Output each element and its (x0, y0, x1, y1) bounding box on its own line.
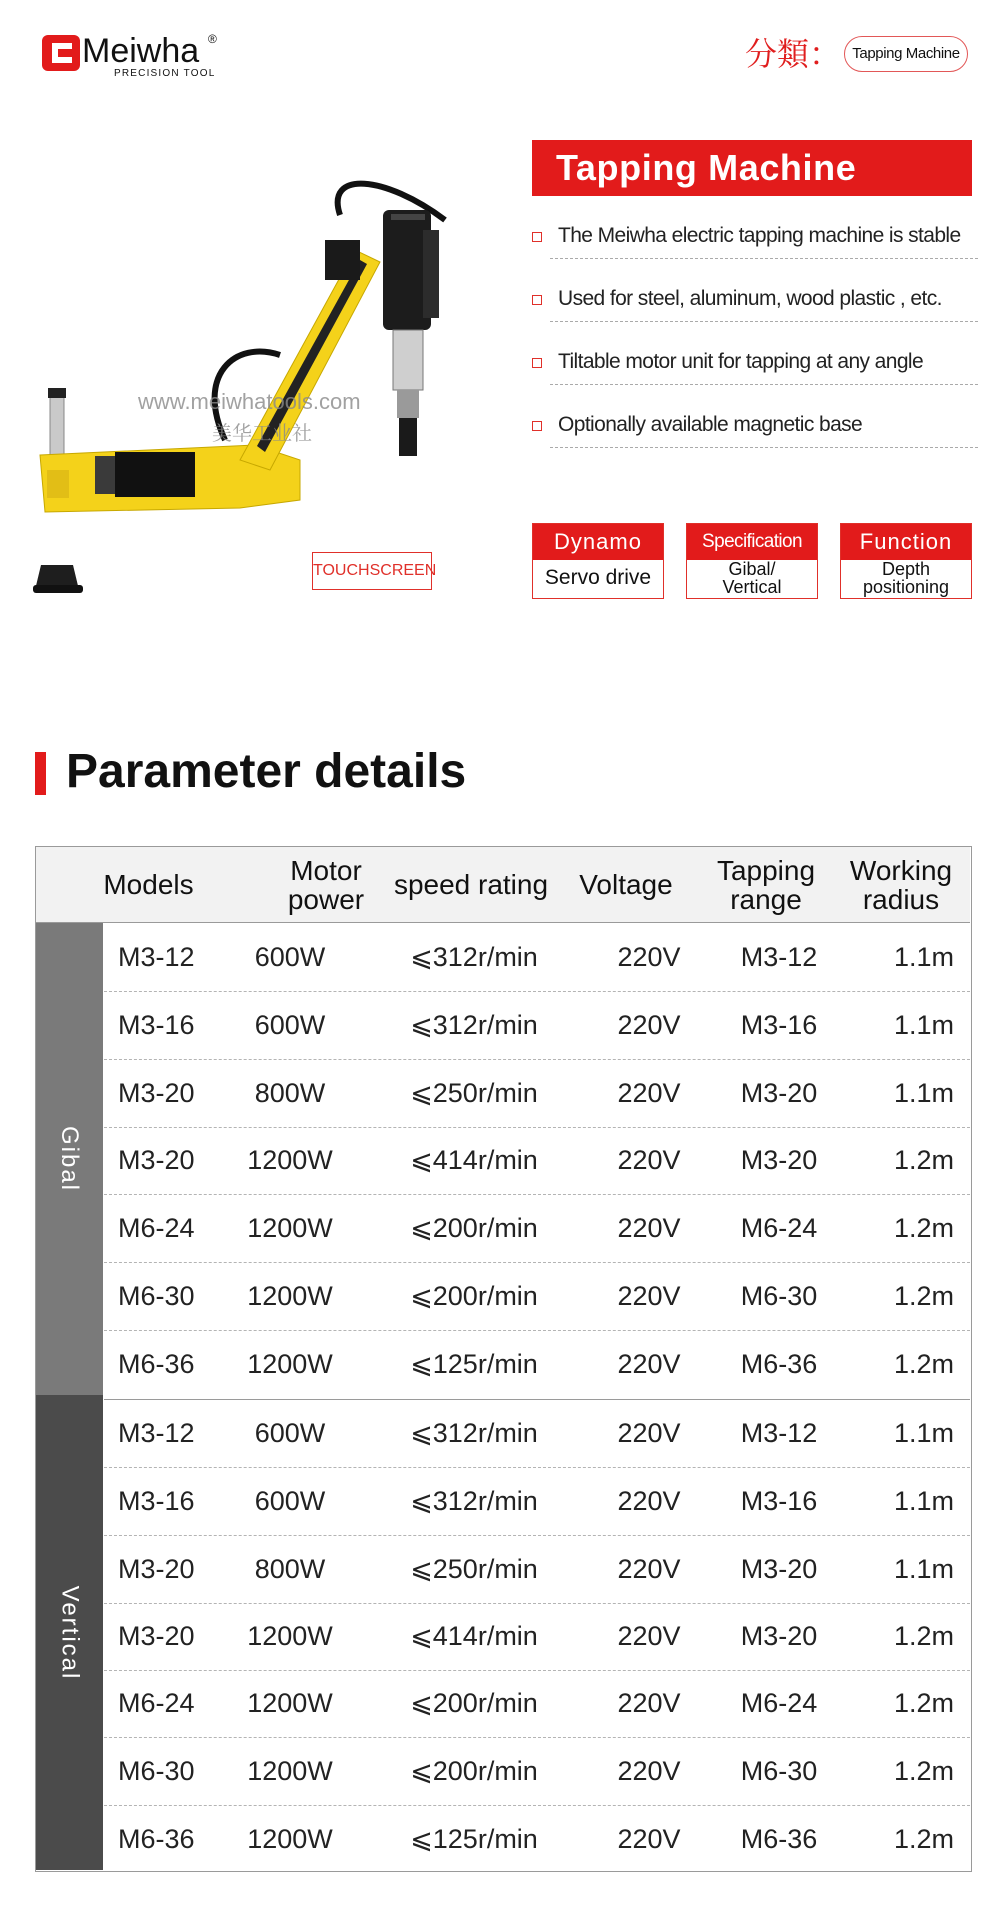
spec-card-function (840, 523, 972, 599)
divider (550, 321, 978, 322)
table-row (104, 991, 970, 1060)
voltage-cell: 220V (617, 1145, 681, 1175)
working-radius-cell: 1.1m (893, 1009, 955, 1040)
motor-power-cell: 1200W (247, 1621, 333, 1651)
working-radius-cell: 1.1m (893, 1485, 955, 1516)
brand-logo (42, 32, 227, 78)
tapping-machine-image (25, 170, 515, 600)
model-cell: M6-36 (118, 1349, 195, 1379)
tapping-range-cell: M3-20 (740, 1077, 818, 1108)
table-row (104, 1603, 970, 1671)
table-row (104, 1330, 970, 1400)
tapping-range-cell: M3-12 (740, 1417, 818, 1448)
voltage-cell: 220V (617, 1485, 681, 1516)
brand-name: Meiwha (82, 32, 200, 70)
checkbox-bullet-icon (532, 232, 542, 242)
spec-value: Servo drive (544, 566, 652, 589)
working-radius-cell: 1.2m (893, 1212, 955, 1243)
voltage-cell: 220V (617, 1824, 681, 1854)
table-row (104, 1805, 970, 1874)
category-label: 分類： (745, 36, 842, 72)
motor-power-cell: 800W (254, 1553, 326, 1584)
voltage-cell: 220V (617, 941, 681, 972)
voltage-cell: 220V (617, 1621, 681, 1651)
touchscreen-badge: TOUCHSCREEN (312, 552, 432, 590)
feature-text: The Meiwha electric tapping machine is stable (558, 224, 961, 247)
working-radius-cell: 1.2m (893, 1621, 955, 1651)
column-header-motor-power: Motor power (287, 854, 365, 915)
motor-power-cell: 600W (254, 1485, 326, 1516)
group-label-gibal (36, 923, 103, 1395)
voltage-cell: 220V (617, 1553, 681, 1584)
model-cell: M3-16 (118, 1009, 195, 1040)
feature-item (532, 399, 982, 462)
working-radius-cell: 1.2m (893, 1824, 955, 1854)
table-row (104, 1467, 970, 1536)
divider (550, 384, 978, 385)
spec-value: Gibal/ Vertical (722, 559, 782, 597)
checkbox-bullet-icon (532, 421, 542, 431)
tapping-range-cell: M6-30 (740, 1755, 818, 1786)
tapping-range-cell: M3-16 (740, 1485, 818, 1516)
feature-text: Used for steel, aluminum, wood plastic , etc. (558, 287, 942, 310)
divider (550, 258, 978, 259)
column-header-tapping-range: Tapping range (716, 854, 816, 915)
motor-power-cell: 600W (254, 941, 326, 972)
tapping-range-cell: M3-20 (740, 1145, 818, 1175)
speed-rating-cell: ⩽200r/min (410, 1755, 538, 1786)
spec-card-specification (686, 523, 818, 599)
tapping-range-cell: M6-24 (740, 1212, 818, 1243)
voltage-cell: 220V (617, 1755, 681, 1786)
working-radius-cell: 1.2m (893, 1755, 955, 1786)
model-cell: M3-20 (118, 1553, 195, 1584)
feature-text: Optionally available magnetic base (558, 413, 863, 436)
model-cell: M6-30 (118, 1280, 195, 1311)
speed-rating-cell: ⩽312r/min (410, 941, 538, 972)
working-radius-cell: 1.2m (893, 1349, 955, 1379)
table-row (104, 923, 970, 992)
motor-power-cell: 1200W (247, 1280, 333, 1311)
watermark-url: www.meiwhatools.com (138, 389, 361, 414)
column-header-models: Models (103, 869, 194, 900)
model-cell: M3-20 (118, 1077, 195, 1108)
model-cell: M6-36 (118, 1824, 195, 1854)
model-cell: M3-12 (118, 941, 195, 972)
voltage-cell: 220V (617, 1280, 681, 1311)
tapping-range-cell: M6-30 (740, 1280, 818, 1311)
feature-item (532, 210, 982, 273)
feature-item (532, 273, 982, 336)
tapping-range-cell: M3-20 (740, 1553, 818, 1584)
tapping-range-cell: M3-16 (740, 1009, 818, 1040)
motor-power-cell: 600W (254, 1417, 326, 1448)
section-accent (35, 752, 46, 795)
model-cell: M3-20 (118, 1145, 195, 1175)
checkbox-bullet-icon (532, 295, 542, 305)
product-title: Tapping Machine (532, 140, 972, 196)
voltage-cell: 220V (617, 1077, 681, 1108)
logo-mark-icon (42, 35, 80, 71)
tapping-range-cell: M6-24 (740, 1688, 818, 1718)
spec-label: Dynamo (533, 524, 663, 560)
feature-item (532, 336, 982, 399)
tapping-range-cell: M3-12 (740, 941, 818, 972)
speed-rating-cell: ⩽414r/min (410, 1145, 538, 1175)
model-cell: M3-12 (118, 1417, 195, 1448)
brand-tagline: PRECISION TOOL (114, 68, 216, 79)
working-radius-cell: 1.2m (893, 1145, 955, 1175)
speed-rating-cell: ⩽312r/min (410, 1485, 538, 1516)
table-row (104, 1535, 970, 1604)
section-title: Parameter details (66, 745, 467, 798)
speed-rating-cell: ⩽312r/min (410, 1009, 538, 1040)
column-header-working-radius: Working radius (849, 854, 953, 915)
voltage-cell: 220V (617, 1417, 681, 1448)
group-label-vertical (36, 1395, 103, 1870)
working-radius-cell: 1.1m (893, 1553, 955, 1584)
model-cell: M6-24 (118, 1212, 195, 1243)
motor-power-cell: 1200W (247, 1145, 333, 1175)
checkbox-bullet-icon (532, 358, 542, 368)
group-name: Gibal (56, 1125, 84, 1193)
motor-power-cell: 1200W (247, 1755, 333, 1786)
column-header-speed-rating: speed rating (393, 869, 549, 900)
tapping-range-cell: M6-36 (740, 1824, 818, 1854)
watermark-chinese: 美华工业社 (212, 423, 312, 445)
table-row (104, 1670, 970, 1738)
voltage-cell: 220V (617, 1009, 681, 1040)
motor-power-cell: 1200W (247, 1688, 333, 1718)
model-cell: M6-30 (118, 1755, 195, 1786)
working-radius-cell: 1.1m (893, 1077, 955, 1108)
motor-power-cell: 1200W (247, 1824, 333, 1854)
working-radius-cell: 1.2m (893, 1280, 955, 1311)
model-cell: M3-16 (118, 1485, 195, 1516)
model-cell: M6-24 (118, 1688, 195, 1718)
voltage-cell: 220V (617, 1349, 681, 1379)
motor-power-cell: 800W (254, 1077, 326, 1108)
working-radius-cell: 1.1m (893, 1417, 955, 1448)
feature-text: Tiltable motor unit for tapping at any angle (558, 350, 924, 373)
table-row (104, 1194, 970, 1263)
spec-label: Function (841, 524, 971, 560)
motor-power-cell: 1200W (247, 1349, 333, 1379)
motor-power-cell: 1200W (247, 1212, 333, 1243)
motor-power-cell: 600W (254, 1009, 326, 1040)
speed-rating-cell: ⩽414r/min (410, 1621, 538, 1651)
voltage-cell: 220V (617, 1212, 681, 1243)
table-row (104, 1399, 970, 1468)
table-row (104, 1737, 970, 1806)
speed-rating-cell: ⩽125r/min (410, 1824, 538, 1854)
tapping-range-cell: M6-36 (740, 1349, 818, 1379)
speed-rating-cell: ⩽312r/min (410, 1417, 538, 1448)
table-row (104, 1262, 970, 1331)
parameter-table (35, 846, 972, 1872)
voltage-cell: 220V (617, 1688, 681, 1718)
working-radius-cell: 1.2m (893, 1688, 955, 1718)
speed-rating-cell: ⩽200r/min (410, 1688, 538, 1718)
spec-card-dynamo (532, 523, 664, 599)
speed-rating-cell: ⩽200r/min (410, 1280, 538, 1311)
table-row (104, 1127, 970, 1195)
speed-rating-cell: ⩽200r/min (410, 1212, 538, 1243)
feature-list (532, 210, 982, 462)
speed-rating-cell: ⩽125r/min (410, 1349, 538, 1379)
table-header (36, 847, 970, 923)
model-cell: M3-20 (118, 1621, 195, 1651)
group-name: Vertical (56, 1585, 84, 1680)
column-header-voltage: Voltage (579, 869, 673, 900)
speed-rating-cell: ⩽250r/min (410, 1553, 538, 1584)
registered-mark: ® (208, 32, 217, 46)
divider (550, 447, 978, 448)
table-row (104, 1059, 970, 1128)
spec-value: Depth positioning (862, 559, 950, 597)
category-tag[interactable]: Tapping Machine (844, 36, 968, 72)
tapping-range-cell: M3-20 (740, 1621, 818, 1651)
working-radius-cell: 1.1m (893, 941, 955, 972)
speed-rating-cell: ⩽250r/min (410, 1077, 538, 1108)
spec-label: Specification (687, 524, 817, 560)
